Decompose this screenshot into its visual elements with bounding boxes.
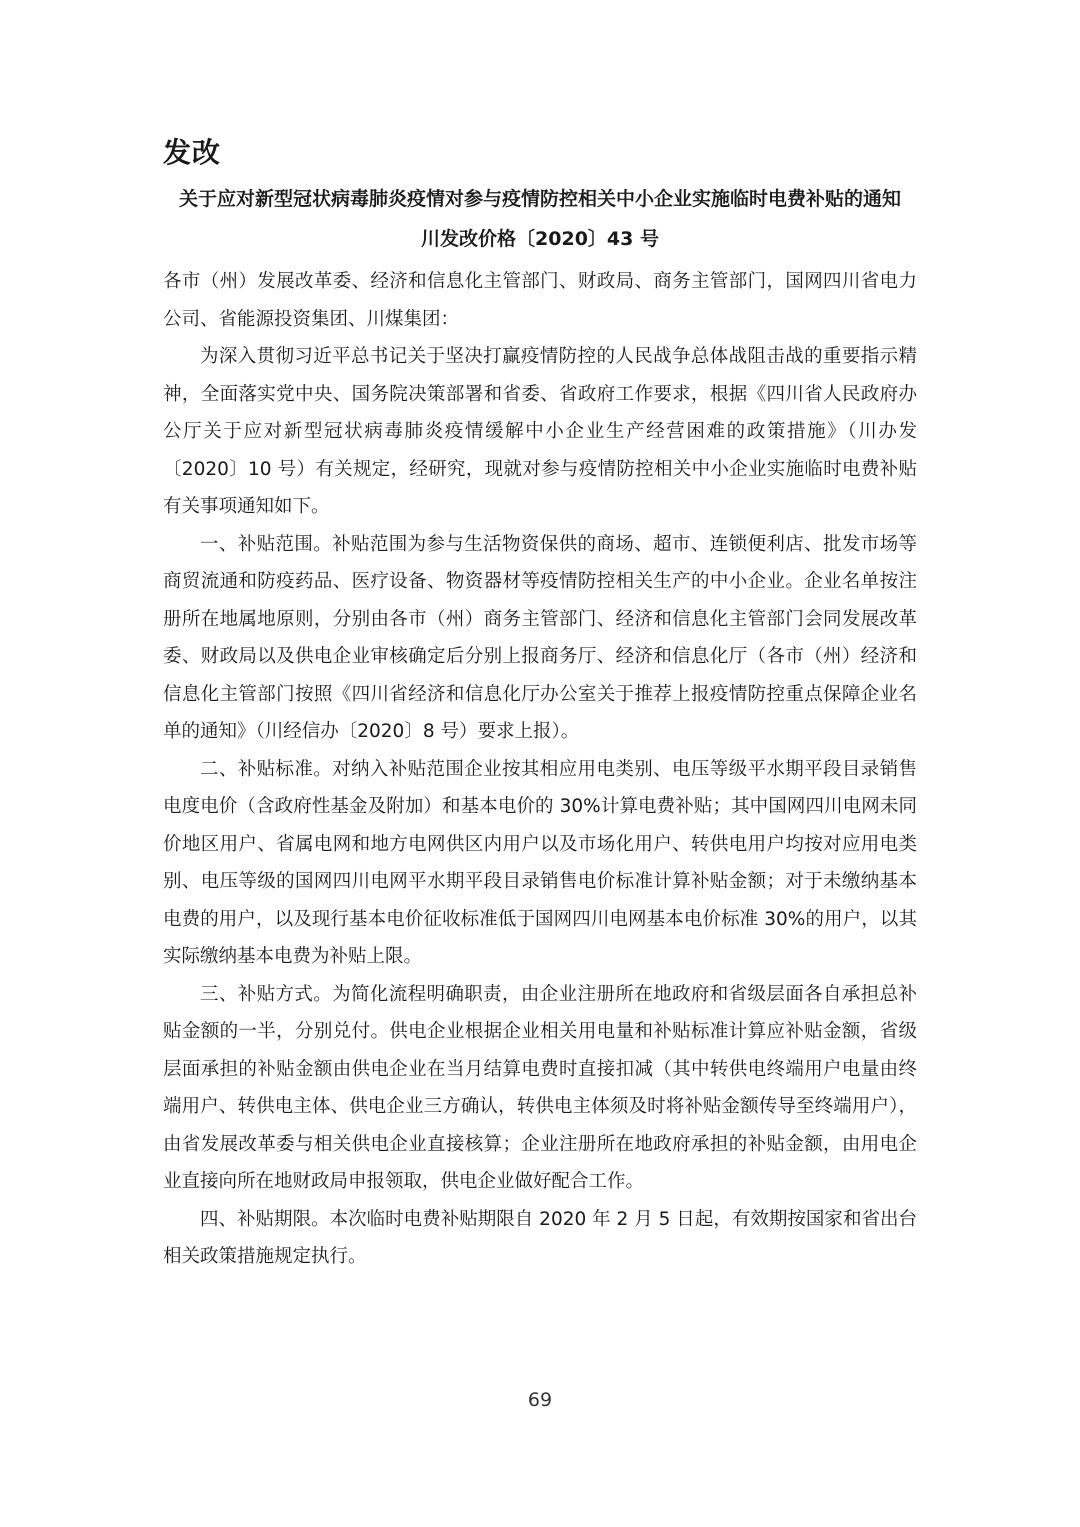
addressee: 各市（州）发展改革委、经济和信息化主管部门、财政局、商务主管部门，国网四川省电力公司、省能源投资集团、川煤集团： — [163, 271, 917, 330]
paragraph-preamble: 为深入贯彻习近平总书记关于坚决打赢疫情防控的人民战争总体战阻击战的重要指示精神，全面落实党中央、国务院决策部署和省委、省政府工作要求，根据《四川省人民政府办公厅关于应对新型冠状病毒肺炎疫情缓解中小企业生产经营困难的政策措施》（川办发〔2020〕10 号）有关规定，经研究，现就对参与疫情防控相关中小企业实施临时电费补贴有关事项通知如下。 — [163, 346, 917, 517]
page-number: 69 — [527, 1389, 553, 1411]
document-number: 川发改价格〔2020〕43 号 — [421, 228, 659, 250]
paragraph-subsidy-scope: 一、补贴范围。补贴范围为参与生活物资保供的商场、超市、连锁便利店、批发市场等商贸流通和防疫药品、医疗设备、物资器材等疫情防控相关生产的中小企业。企业名单按注册所在地属地原则，分别由各市（州）商务主管部门、经济和信息化主管部门会同发展改革委、财政局以及供电企业审核确定后分别上报商务厅、经济和信息化厅（各市（州）经济和信息化主管部门按照《四川省经济和信息化厅办公室关于推荐上报疫情防控重点保障企业名单的通知》（川经信办〔2020〕8 号）要求上报）。 — [163, 533, 917, 742]
section-heading: 发改 — [163, 136, 222, 169]
document-title: 关于应对新型冠状病毒肺炎疫情对参与疫情防控相关中小企业实施临时电费补贴的通知 — [178, 188, 901, 210]
paragraph-subsidy-period: 四、补贴期限。本次临时电费补贴期限自 2020 年 2 月 5 日起，有效期按国家和省出台相关政策措施规定执行。 — [163, 1208, 917, 1267]
paragraph-subsidy-method: 三、补贴方式。为简化流程明确职责，由企业注册所在地政府和省级层面各自承担总补贴金额的一半，分别兑付。供电企业根据企业相关用电量和补贴标准计算应补贴金额，省级层面承担的补贴金额由供电企业在当月结算电费时直接扣减（其中转供电终端用户电量由终端用户、转供电主体、供电企业三方确认，转供电主体须及时将补贴金额传导至终端用户），由省发展改革委与相关供电企业直接核算；企业注册所在地政府承担的补贴金额，由用电企业直接向所在地财政局申报领取，供电企业做好配合工作。 — [163, 983, 917, 1192]
document-body — [163, 263, 917, 1276]
paragraph-subsidy-standard: 二、补贴标准。对纳入补贴范围企业按其相应用电类别、电压等级平水期平段目录销售电度电价（含政府性基金及附加）和基本电价的 30%计算电费补贴；其中国网四川电网未同价地区用户、省属电网和地方电网供区内用户以及市场化用户、转供电用户均按对应用电类别、电压等级的国网四川电网平水期平段目录销售电价标准计算补贴金额；对于未缴纳基本电费的用户，以及现行基本电价征收标准低于国网四川电网基本电价标准 30%的用户，以其实际缴纳基本电费为补贴上限。 — [163, 758, 917, 967]
